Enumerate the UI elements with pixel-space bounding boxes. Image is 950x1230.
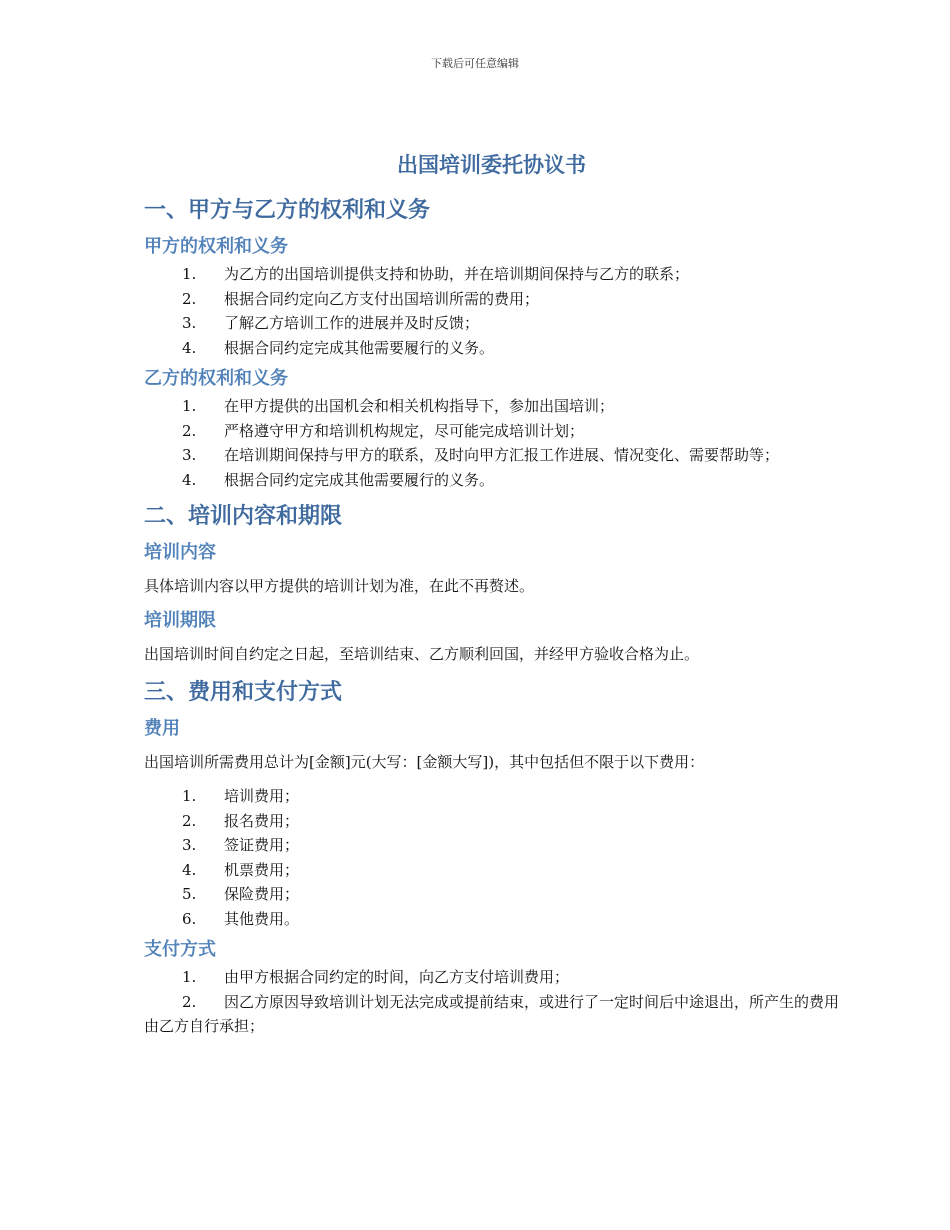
section-heading: 三、费用和支付方式: [144, 680, 343, 705]
list-text: 其他费用。: [224, 909, 300, 928]
paragraph: 具体培训内容以甲方提供的培训计划为准，在此不再赘述。: [144, 577, 535, 595]
list-number: 2.: [182, 811, 197, 830]
list-number: 1.: [182, 397, 197, 415]
list-text: 根据合同约定完成其他需要履行的义务。: [224, 470, 495, 489]
list-item: [144, 990, 839, 1039]
subsection-heading: 培训期限: [144, 610, 216, 631]
list-number: 2.: [182, 421, 197, 440]
numbered-list: [144, 262, 839, 360]
list-number: 6.: [182, 909, 197, 928]
subsection-heading: 费用: [144, 718, 180, 739]
document-title: 出国培训委托协议书: [397, 153, 586, 177]
subsection-heading: 支付方式: [144, 939, 216, 960]
list-number: 3.: [182, 314, 197, 332]
subsection-heading: 乙方的权利和义务: [144, 368, 288, 389]
paragraph: 出国培训时间自约定之日起，至培训结束、乙方顺利回国，并经甲方验收合格为止。: [144, 645, 700, 663]
list-text: 为乙方的出国培训提供支持和协助，并在培训期间保持与乙方的联系；: [224, 265, 690, 283]
list-item: [144, 443, 839, 468]
list-text: 保险费用；: [224, 885, 300, 903]
list-item: [144, 394, 839, 419]
list-item: [144, 809, 839, 834]
list-item: [144, 468, 839, 493]
list-item: [144, 336, 839, 361]
list-text: 因乙方原因导致培训计划无法完成或提前结束，或进行了一定时间后中途退出，所产生的费用由乙方自行承担；: [144, 992, 840, 1035]
subsection-heading: 甲方的权利和义务: [144, 236, 288, 257]
list-item: [144, 262, 839, 287]
list-item: [144, 965, 839, 990]
list-item: [144, 907, 839, 932]
list-text: 机票费用；: [224, 860, 300, 879]
section-heading: 二、培训内容和期限: [144, 504, 343, 529]
list-text: 报名费用；: [224, 811, 300, 830]
page-header: 下载后可任意编辑: [431, 57, 519, 70]
list-text: 根据合同约定完成其他需要履行的义务。: [224, 338, 495, 357]
subsection-heading: 培训内容: [144, 542, 216, 563]
list-number: 4.: [182, 338, 197, 357]
list-item: [144, 287, 839, 312]
list-item: [144, 311, 839, 336]
list-number: 2.: [182, 289, 197, 308]
section-heading: 一、甲方与乙方的权利和义务: [144, 198, 431, 223]
numbered-list: [144, 784, 839, 931]
list-text: 根据合同约定向乙方支付出国培训所需的费用；: [224, 289, 540, 308]
list-text: 培训费用；: [224, 787, 300, 805]
list-item: [144, 858, 839, 883]
numbered-list: [144, 965, 839, 1039]
list-number: 2.: [182, 992, 197, 1011]
list-text: 严格遵守甲方和培训机构规定，尽可能完成培训计划；: [224, 421, 585, 440]
list-number: 1.: [182, 787, 197, 805]
list-number: 5.: [182, 885, 197, 903]
list-number: 3.: [182, 446, 197, 464]
list-text: 由甲方根据合同约定的时间，向乙方支付培训费用；: [224, 968, 570, 986]
list-number: 1.: [182, 968, 197, 986]
list-number: 4.: [182, 470, 197, 489]
list-number: 3.: [182, 836, 197, 854]
list-number: 1.: [182, 265, 197, 283]
numbered-list: [144, 394, 839, 492]
list-item: [144, 882, 839, 907]
list-item: [144, 784, 839, 809]
list-item: [144, 833, 839, 858]
list-number: 4.: [182, 860, 197, 879]
list-text: 在培训期间保持与甲方的联系，及时向甲方汇报工作进展、情况变化、需要帮助等；: [224, 446, 780, 464]
list-text: 了解乙方培训工作的进展并及时反馈；: [224, 314, 480, 332]
paragraph: 出国培训所需费用总计为[金额]元(大写：[金额大写])，其中包括但不限于以下费用：: [144, 753, 705, 771]
document-body: [144, 148, 839, 1039]
list-text: 签证费用；: [224, 836, 300, 854]
list-text: 在甲方提供的出国机会和相关机构指导下，参加出国培训；: [224, 397, 615, 415]
list-item: [144, 419, 839, 444]
